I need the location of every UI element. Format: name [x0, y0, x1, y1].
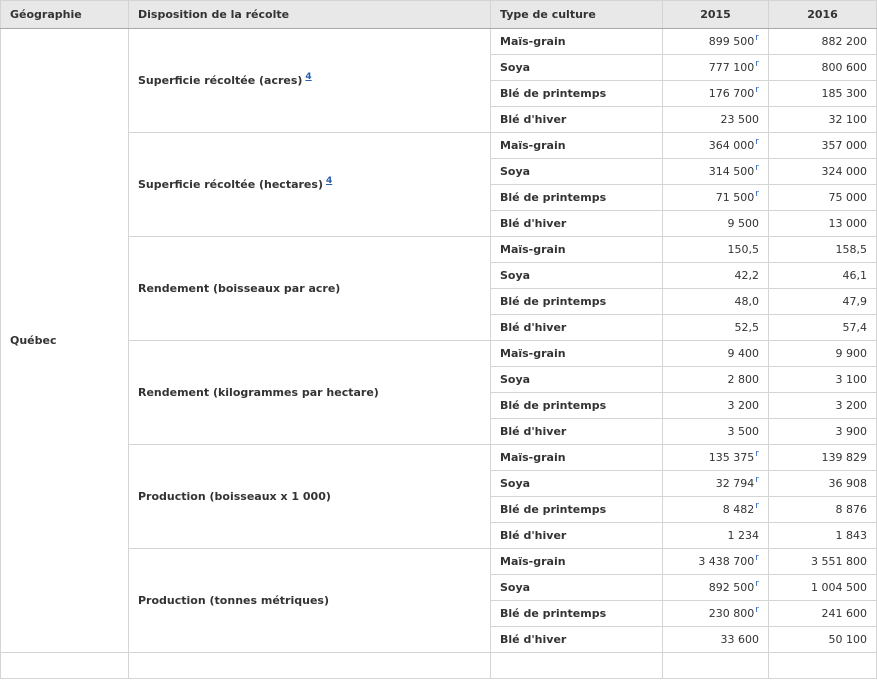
culture-cell: Soya: [491, 159, 663, 185]
culture-cell: Blé d'hiver: [491, 627, 663, 653]
value-2015-cell: [663, 133, 769, 159]
revision-flag[interactable]: r: [755, 501, 759, 512]
revision-flag[interactable]: r: [755, 553, 759, 564]
value-2015-cell: [663, 601, 769, 627]
value-2015: 314 500: [708, 165, 755, 178]
table-row: [1, 549, 877, 575]
value-2015-cell: [663, 575, 769, 601]
geography-cell: Québec: [1, 29, 129, 653]
revision-flag[interactable]: r: [755, 579, 759, 590]
value-2016-cell: 1 843: [769, 523, 877, 549]
culture-cell: Maïs-grain: [491, 237, 663, 263]
header-row: [1, 1, 877, 29]
value-2015: 71 500: [715, 191, 755, 204]
header-2015: 2015: [663, 1, 769, 29]
disposition-label: Rendement (boisseaux par acre): [138, 282, 341, 295]
disposition-cell: [129, 445, 491, 549]
disposition-cell: [129, 29, 491, 133]
culture-cell: Soya: [491, 471, 663, 497]
value-2015-cell: 42,2: [663, 263, 769, 289]
revision-flag[interactable]: r: [755, 605, 759, 616]
value-2016-cell: 3 551 800: [769, 549, 877, 575]
header-type-culture: Type de culture: [491, 1, 663, 29]
table-row: [1, 237, 877, 263]
culture-cell: Maïs-grain: [491, 445, 663, 471]
revision-flag[interactable]: r: [755, 475, 759, 486]
value-2015-cell: [663, 29, 769, 55]
value-2015-cell: [663, 55, 769, 81]
culture-cell: Soya: [491, 367, 663, 393]
header-geographie: Géographie: [1, 1, 129, 29]
culture-cell: Blé de printemps: [491, 289, 663, 315]
revision-flag[interactable]: r: [755, 449, 759, 460]
next-row-cell: [1, 653, 129, 679]
value-2016-cell: 241 600: [769, 601, 877, 627]
value-2015-cell: 9 500: [663, 211, 769, 237]
header-2016: 2016: [769, 1, 877, 29]
culture-cell: Blé d'hiver: [491, 419, 663, 445]
disposition-label: Superficie récoltée (hectares): [138, 178, 323, 191]
culture-cell: Maïs-grain: [491, 341, 663, 367]
table-row: [1, 341, 877, 367]
disposition-cell: [129, 237, 491, 341]
culture-cell: Blé de printemps: [491, 601, 663, 627]
value-2016-cell: 324 000: [769, 159, 877, 185]
culture-cell: Blé d'hiver: [491, 523, 663, 549]
next-row-cell: [769, 653, 877, 679]
revision-flag[interactable]: r: [755, 189, 759, 200]
value-2015: 32 794: [715, 477, 755, 490]
value-2016-cell: 158,5: [769, 237, 877, 263]
culture-cell: Blé de printemps: [491, 185, 663, 211]
value-2015-cell: 1 234: [663, 523, 769, 549]
value-2015-cell: 2 800: [663, 367, 769, 393]
culture-cell: Blé de printemps: [491, 81, 663, 107]
value-2015-cell: 3 200: [663, 393, 769, 419]
value-2016-cell: 75 000: [769, 185, 877, 211]
revision-flag[interactable]: r: [755, 59, 759, 70]
disposition-cell: [129, 549, 491, 653]
value-2016-cell: 139 829: [769, 445, 877, 471]
culture-cell: Maïs-grain: [491, 133, 663, 159]
culture-cell: Blé d'hiver: [491, 107, 663, 133]
value-2015: 892 500: [708, 581, 755, 594]
value-2015: 899 500: [708, 35, 755, 48]
value-2015: 3 438 700: [698, 555, 755, 568]
value-2016-cell: 8 876: [769, 497, 877, 523]
culture-cell: Soya: [491, 55, 663, 81]
value-2015-cell: [663, 497, 769, 523]
value-2015-cell: 33 600: [663, 627, 769, 653]
value-2015: 176 700: [708, 87, 755, 100]
value-2016-cell: 47,9: [769, 289, 877, 315]
next-row-cell: [663, 653, 769, 679]
footnote-link[interactable]: 4: [325, 176, 333, 187]
disposition-cell: [129, 341, 491, 445]
culture-cell: Blé de printemps: [491, 497, 663, 523]
value-2016-cell: 185 300: [769, 81, 877, 107]
table-row: [1, 445, 877, 471]
revision-flag[interactable]: r: [755, 33, 759, 44]
value-2015-cell: 9 400: [663, 341, 769, 367]
revision-flag[interactable]: r: [755, 163, 759, 174]
revision-flag[interactable]: r: [755, 137, 759, 148]
table-row: [1, 29, 877, 55]
value-2016-cell: 46,1: [769, 263, 877, 289]
table-header: [1, 1, 877, 29]
culture-cell: Blé d'hiver: [491, 315, 663, 341]
disposition-label: Superficie récoltée (acres): [138, 74, 303, 87]
value-2016-cell: 357 000: [769, 133, 877, 159]
footnote-link[interactable]: 4: [305, 72, 312, 83]
value-2015-cell: [663, 81, 769, 107]
value-2015: 777 100: [708, 61, 755, 74]
table-row: [1, 133, 877, 159]
value-2015: 8 482: [722, 503, 755, 516]
value-2016-cell: 1 004 500: [769, 575, 877, 601]
disposition-cell: [129, 133, 491, 237]
value-2015-cell: 52,5: [663, 315, 769, 341]
culture-cell: Blé d'hiver: [491, 211, 663, 237]
value-2015-cell: 3 500: [663, 419, 769, 445]
value-2016-cell: 13 000: [769, 211, 877, 237]
value-2015: 364 000: [708, 139, 755, 152]
revision-flag[interactable]: r: [755, 85, 759, 96]
value-2015: 230 800: [708, 607, 755, 620]
value-2016-cell: 882 200: [769, 29, 877, 55]
next-row-cell: [491, 653, 663, 679]
value-2016-cell: 50 100: [769, 627, 877, 653]
value-2015-cell: 23 500: [663, 107, 769, 133]
culture-cell: Soya: [491, 575, 663, 601]
culture-cell: Maïs-grain: [491, 549, 663, 575]
value-2016-cell: 32 100: [769, 107, 877, 133]
culture-cell: Soya: [491, 263, 663, 289]
value-2016-cell: 36 908: [769, 471, 877, 497]
value-2016-cell: 3 100: [769, 367, 877, 393]
value-2016-cell: 9 900: [769, 341, 877, 367]
value-2015-cell: 48,0: [663, 289, 769, 315]
value-2015-cell: [663, 159, 769, 185]
value-2015-cell: [663, 445, 769, 471]
value-2016-cell: 57,4: [769, 315, 877, 341]
disposition-label: Production (boisseaux x 1 000): [138, 490, 331, 503]
value-2015: 135 375: [708, 451, 755, 464]
value-2015-cell: [663, 471, 769, 497]
value-2015-cell: [663, 185, 769, 211]
value-2015-cell: 150,5: [663, 237, 769, 263]
header-disposition: Disposition de la récolte: [129, 1, 491, 29]
next-row-cell: [129, 653, 491, 679]
culture-cell: Maïs-grain: [491, 29, 663, 55]
value-2016-cell: 3 900: [769, 419, 877, 445]
culture-cell: Blé de printemps: [491, 393, 663, 419]
table-row-partial: [1, 653, 877, 679]
disposition-label: Production (tonnes métriques): [138, 594, 329, 607]
value-2016-cell: 3 200: [769, 393, 877, 419]
value-2016-cell: 800 600: [769, 55, 877, 81]
disposition-label: Rendement (kilogrammes par hectare): [138, 386, 379, 399]
value-2015-cell: [663, 549, 769, 575]
